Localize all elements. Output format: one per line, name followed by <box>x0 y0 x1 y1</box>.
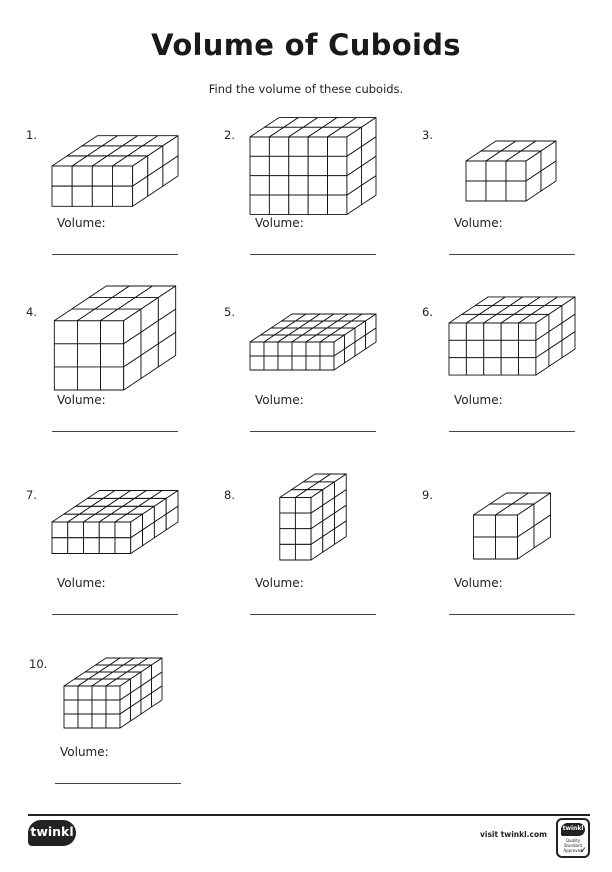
cube-front-face <box>474 515 496 537</box>
cuboid-figure <box>274 474 352 560</box>
cube-front-face <box>519 340 536 357</box>
cube-front-face <box>92 166 112 186</box>
cube-front-face <box>78 700 92 714</box>
cuboid-figure <box>466 140 556 202</box>
cube-front-face <box>106 686 120 700</box>
cube-front-face <box>52 166 72 186</box>
cube-front-face <box>269 176 288 195</box>
cube-front-face <box>506 181 526 201</box>
page-title: Volume of Cuboids <box>151 28 461 62</box>
question-number: 3. <box>422 128 433 142</box>
checkmark-icon: ✓ <box>579 846 587 856</box>
cube-front-face <box>250 176 269 195</box>
volume-label: Volume: <box>255 576 304 590</box>
volume-label: Volume: <box>454 216 503 230</box>
cube-front-face <box>99 538 115 554</box>
question-number: 6. <box>422 305 433 319</box>
cube-front-face <box>484 323 501 340</box>
cube-front-face <box>466 323 483 340</box>
cube-front-face <box>292 342 306 356</box>
cube-front-face <box>264 356 278 370</box>
cube-front-face <box>92 186 112 206</box>
answer-line[interactable] <box>52 614 178 615</box>
cube-front-face <box>292 356 306 370</box>
cuboid-figure <box>250 112 376 220</box>
cube-front-face <box>295 497 311 513</box>
cube-front-face <box>474 537 496 559</box>
cube-front-face <box>449 323 466 340</box>
cube-front-face <box>278 342 292 356</box>
cube-front-face <box>101 344 124 367</box>
cube-front-face <box>308 176 327 195</box>
cube-front-face <box>101 321 124 344</box>
cube-front-face <box>52 522 68 538</box>
cube-front-face <box>328 156 347 175</box>
cube-front-face <box>295 544 311 560</box>
cube-front-face <box>54 321 77 344</box>
cube-front-face <box>72 166 92 186</box>
cube-front-face <box>308 156 327 175</box>
cube-front-face <box>280 513 296 529</box>
cube-front-face <box>99 522 115 538</box>
cube-front-face <box>519 358 536 375</box>
answer-line[interactable] <box>52 254 178 255</box>
cube-front-face <box>295 513 311 529</box>
cube-front-face <box>54 367 77 390</box>
cube-front-face <box>92 714 106 728</box>
cube-front-face <box>289 176 308 195</box>
cube-front-face <box>269 137 288 156</box>
cube-front-face <box>64 714 78 728</box>
cube-front-face <box>466 340 483 357</box>
cube-front-face <box>84 522 100 538</box>
cube-front-face <box>486 181 506 201</box>
cube-front-face <box>64 700 78 714</box>
volume-label: Volume: <box>57 576 106 590</box>
cube-front-face <box>496 515 518 537</box>
cube-front-face <box>77 344 100 367</box>
cuboid-figure <box>52 132 178 210</box>
badge-text: Quality Standard Approved <box>563 838 583 853</box>
cube-front-face <box>496 537 518 559</box>
volume-label: Volume: <box>57 393 106 407</box>
cube-front-face <box>280 529 296 545</box>
cube-front-face <box>78 686 92 700</box>
question-number: 10. <box>29 657 48 671</box>
cube-front-face <box>92 700 106 714</box>
question-number: 5. <box>224 305 235 319</box>
cube-front-face <box>106 714 120 728</box>
volume-label: Volume: <box>454 576 503 590</box>
question-number: 8. <box>224 488 235 502</box>
quality-standard-badge <box>556 818 590 858</box>
cube-front-face <box>306 356 320 370</box>
cube-front-face <box>115 522 131 538</box>
cube-front-face <box>308 195 327 214</box>
question-number: 9. <box>422 488 433 502</box>
logo-text: twinkl <box>30 824 74 839</box>
cube-front-face <box>289 156 308 175</box>
cube-front-face <box>92 686 106 700</box>
cube-front-face <box>289 195 308 214</box>
cube-front-face <box>449 358 466 375</box>
cube-front-face <box>84 538 100 554</box>
cube-front-face <box>308 137 327 156</box>
answer-line[interactable] <box>449 254 575 255</box>
cube-front-face <box>269 156 288 175</box>
visit-link[interactable]: visit twinkl.com <box>480 830 547 839</box>
cube-front-face <box>466 181 486 201</box>
question-number: 2. <box>224 128 235 142</box>
question-number: 1. <box>26 128 37 142</box>
cube-front-face <box>250 356 264 370</box>
cube-front-face <box>78 714 92 728</box>
cube-front-face <box>295 529 311 545</box>
cuboid-figure <box>64 656 162 730</box>
answer-line[interactable] <box>250 614 376 615</box>
instruction-text: Find the volume of these cuboids. <box>208 82 404 96</box>
cube-front-face <box>115 538 131 554</box>
cube-front-face <box>501 323 518 340</box>
cuboid-figure <box>449 288 575 384</box>
cube-front-face <box>280 497 296 513</box>
cube-front-face <box>278 356 292 370</box>
cube-front-face <box>320 342 334 356</box>
answer-line[interactable] <box>55 783 181 784</box>
cube-front-face <box>264 342 278 356</box>
cube-front-face <box>250 137 269 156</box>
cube-front-face <box>466 358 483 375</box>
cube-front-face <box>64 686 78 700</box>
cuboid-figure <box>250 306 376 378</box>
badge-logo: twinkl <box>561 823 585 836</box>
cube-front-face <box>68 538 84 554</box>
cube-front-face <box>320 356 334 370</box>
volume-label: Volume: <box>255 393 304 407</box>
answer-line[interactable] <box>449 431 575 432</box>
cube-front-face <box>449 340 466 357</box>
cube-front-face <box>484 358 501 375</box>
volume-label: Volume: <box>255 216 304 230</box>
question-number: 7. <box>26 488 37 502</box>
cube-front-face <box>306 342 320 356</box>
cuboid-figure <box>473 493 551 559</box>
cube-front-face <box>77 321 100 344</box>
cube-front-face <box>280 544 296 560</box>
cube-front-face <box>328 137 347 156</box>
cube-front-face <box>77 367 100 390</box>
cube-front-face <box>52 186 72 206</box>
cube-front-face <box>519 323 536 340</box>
cube-front-face <box>250 195 269 214</box>
cube-front-face <box>106 700 120 714</box>
answer-line[interactable] <box>250 431 376 432</box>
volume-label: Volume: <box>57 216 106 230</box>
cube-front-face <box>269 195 288 214</box>
twinkl-logo <box>28 820 76 846</box>
volume-label: Volume: <box>60 745 109 759</box>
cube-front-face <box>501 340 518 357</box>
cube-front-face <box>68 522 84 538</box>
cube-front-face <box>250 156 269 175</box>
cube-front-face <box>52 538 68 554</box>
cuboid-figure <box>52 286 178 390</box>
cube-front-face <box>328 176 347 195</box>
answer-line[interactable] <box>449 614 575 615</box>
cube-front-face <box>289 137 308 156</box>
cube-front-face <box>501 358 518 375</box>
cuboid-figure <box>52 486 178 558</box>
cube-front-face <box>54 344 77 367</box>
answer-line[interactable] <box>250 254 376 255</box>
cube-front-face <box>112 186 132 206</box>
cube-front-face <box>328 195 347 214</box>
cube-front-face <box>486 161 506 181</box>
footer-divider <box>28 814 590 816</box>
cube-front-face <box>506 161 526 181</box>
cube-front-face <box>101 367 124 390</box>
cube-front-face <box>466 161 486 181</box>
cube-front-face <box>250 342 264 356</box>
question-number: 4. <box>26 305 37 319</box>
answer-line[interactable] <box>52 431 178 432</box>
cube-front-face <box>112 166 132 186</box>
volume-label: Volume: <box>454 393 503 407</box>
cube-front-face <box>484 340 501 357</box>
cube-front-face <box>72 186 92 206</box>
